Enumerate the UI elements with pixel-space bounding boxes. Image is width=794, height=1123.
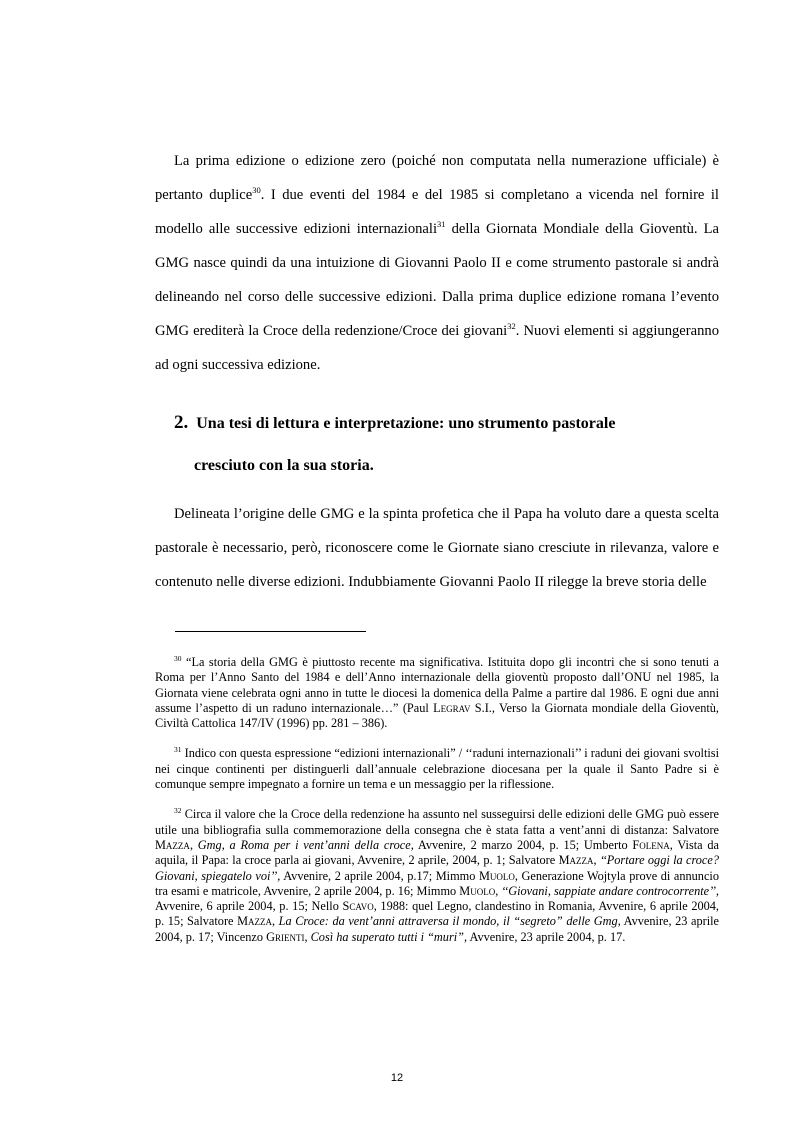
author-surname: Muolo	[459, 883, 496, 898]
page-number: 12	[390, 1072, 404, 1084]
section-title-line-2: cresciuto con la sua storia.	[194, 457, 374, 474]
article-title: La Croce: da vent’anni attraversa il mondo, il “segreto” delle Gmg,	[278, 914, 621, 929]
body-paragraph-1	[155, 144, 719, 382]
footnote-number: 31	[174, 745, 182, 755]
author-surname: Mazza	[155, 837, 190, 852]
footnote-text: Circa il valore che la Croce della redenzione ha assunto nel susseguirsi delle edizioni delle GMG può essere utile una bibliografia sulla commemorazione della consegna che è stata fatta a vent’anni di distanza: Salvatore	[155, 807, 719, 837]
footnote-text: Avvenire, 6 aprile 2004, p. 15; Nello	[155, 899, 343, 914]
section-title-line-1: Una tesi di lettura e interpretazione: uno strumento pastorale	[196, 415, 616, 432]
footnote-text: Avvenire, 2 marzo 2004, p. 15; Umberto	[413, 837, 633, 852]
footnote-ref-30[interactable]: 30	[252, 185, 261, 196]
footnote-text: Avvenire, 23 aprile 2004, p. 17.	[467, 929, 626, 944]
footnote-30	[155, 655, 719, 731]
footnote-number: 32	[174, 806, 182, 816]
footnote-text: , Generazione Wojtyla prove di annuncio tra esami e matricole, Avvenire, 2 aprile 2004, p. 16; Mimmo	[155, 868, 719, 898]
author-surname: Legrav	[433, 700, 471, 715]
footnotes	[155, 655, 719, 960]
footnote-text: Indico con questa espressione “edizioni internazionali” / ‘‘raduni internazionali’’ i raduni dei giovani svoltisi nei cinque continenti per distinguerli dall’annuale celebrazione diocesana per la quale il Santo Padre si è comunque sempre impegnato a fornire un tema e un messaggio per la riflessione.	[155, 746, 719, 792]
author-surname: Mazza	[558, 853, 594, 868]
author-surname: Mazza	[237, 914, 273, 929]
section-heading	[174, 402, 719, 487]
footnote-text: ,	[593, 853, 600, 868]
author-surname: Muolo	[478, 868, 515, 883]
footnote-text: Avvenire, 2 aprile 2004, p.17; Mimmo	[280, 868, 479, 883]
article-title: Così ha superato tutti i “muri”,	[310, 929, 468, 944]
footnote-32	[155, 807, 719, 945]
footnote-number: 30	[174, 653, 182, 663]
article-title: ‘‘Portare oggi la croce? Giovani, spiegatelo voi’’,	[155, 853, 719, 883]
para1-text-4: . Nuovi elementi si aggiungeranno ad ogni successiva edizione.	[155, 323, 719, 373]
footnote-ref-31[interactable]: 31	[437, 219, 446, 230]
footnote-text: ,	[304, 929, 311, 944]
para1-text-3: della Giornata Mondiale della Gioventù. La GMG nasce quindi da una intuizione di Giovanni Paolo II e come strumento pastorale si andrà delineando nel corso delle successive edizioni. Dalla prima duplice edizione romana l’evento GMG erediterà la Croce della redenzione/Croce dei giovani	[155, 221, 719, 339]
body-paragraph-2: Delineata l’origine delle GMG e la spinta profetica che il Papa ha voluto dare a questa scelta pastorale è necessario, però, riconoscere come le Giornate siano cresciute in rilevanza, valore e contenuto nelle diverse edizioni. Indubbiamente Giovanni Paolo II rilegge la breve storia delle	[155, 506, 719, 590]
author-surname: Grienti	[266, 929, 305, 944]
section-number: 2.	[174, 412, 189, 433]
footnote-text: S.I., Verso la Giornata mondiale della Gioventù, Civiltà Cattolica 147/IV (1996) pp. 281 – 386).	[155, 700, 719, 731]
article-title: ‘‘Giovani, sappiate andare controcorrente’’,	[501, 883, 719, 898]
footnote-text: Avvenire, 23 aprile 2004, p. 17; Vincenzo	[155, 914, 719, 944]
footnote-text: ,	[495, 883, 502, 898]
author-surname: Folena	[632, 837, 670, 852]
footnote-text: , 1988: quel Legno, clandestino in Romania, Avvenire, 6 aprile 2004, p. 15; Salvatore	[155, 899, 719, 929]
footnote-ref-32[interactable]: 32	[507, 321, 516, 332]
footnote-text: ,	[272, 914, 279, 929]
footnote-31	[155, 746, 719, 792]
article-title: Gmg, a Roma per i vent’anni della croce,	[197, 837, 414, 852]
para1-text-2: . I due eventi del 1984 e del 1985 si completano a vicenda nel fornire il modello alle successive edizioni internazionali	[155, 187, 719, 237]
footnote-text: ,	[189, 837, 198, 852]
footnote-separator	[175, 631, 366, 632]
footnote-text: , Vista da aquila, il Papa: la croce parla ai giovani, Avvenire, 2 aprile, 2004, p. 1; Salvatore	[155, 837, 719, 868]
author-surname: Scavo	[342, 899, 374, 914]
para1-text-1: La prima edizione o edizione zero (poiché non computata nella numerazione ufficiale) è pertanto duplice	[155, 153, 719, 203]
footnote-text: “La storia della GMG è piuttosto recente ma significativa. Istituita dopo gli incontri che si sono tenuti a Roma per l’Anno Santo del 1984 e dell’Anno internazionale della gioventù proposto dall’ONU nel 1985, la Giornata viene celebrata ogni anno in tutte le diocesi la domenica della Palme a partire dal 1986. E ogni due anni assume l’aspetto di un raduno internazionale…” (Paul	[155, 655, 719, 715]
